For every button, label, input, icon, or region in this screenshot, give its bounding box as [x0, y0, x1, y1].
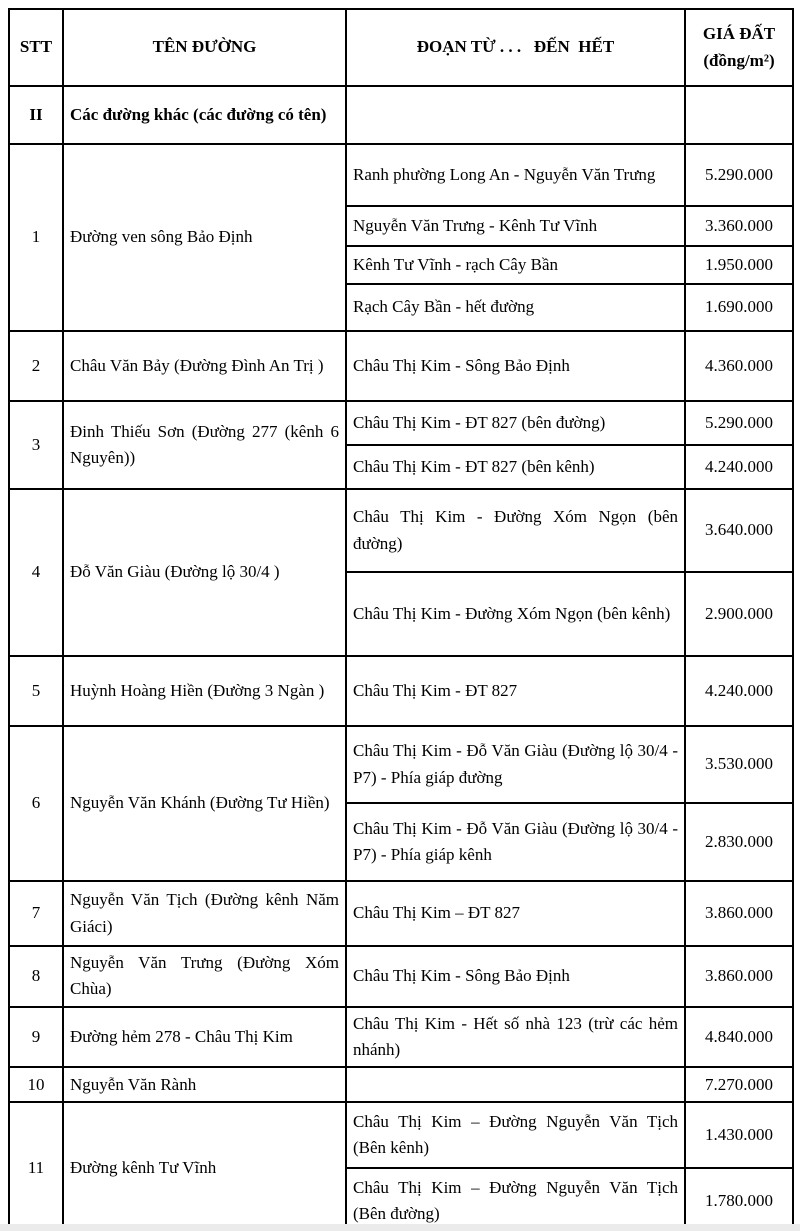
segment-cell: Kênh Tư Vĩnh - rạch Cây Bần	[346, 246, 685, 284]
stt-cell: 5	[9, 656, 63, 726]
header-gia-dat-line2: (đồng/m²)	[703, 50, 775, 70]
price-cell: 2.830.000	[685, 803, 793, 881]
price-cell: 1.430.000	[685, 1102, 793, 1168]
segment-cell: Rạch Cây Bần - hết đường	[346, 284, 685, 331]
price-cell-empty	[685, 86, 793, 144]
segment-cell: Châu Thị Kim - Hết số nhà 123 (trừ các hẻm nhánh)	[346, 1007, 685, 1068]
stt-cell: 10	[9, 1067, 63, 1102]
price-cell: 4.240.000	[685, 445, 793, 489]
stt-cell: 3	[9, 401, 63, 489]
table-row	[9, 656, 793, 726]
header-gia-dat	[685, 9, 793, 86]
price-cell: 3.360.000	[685, 206, 793, 246]
segment-cell: Châu Thị Kim - Sông Bảo Định	[346, 946, 685, 1007]
price-cell: 3.530.000	[685, 726, 793, 803]
street-name-cell: Nguyễn Văn Khánh (Đường Tư Hiền)	[63, 726, 346, 881]
price-cell: 3.640.000	[685, 489, 793, 572]
segment-cell: Châu Thị Kim - Đỗ Văn Giàu (Đường lộ 30/4 - P7) - Phía giáp kênh	[346, 803, 685, 881]
table-row	[9, 144, 793, 206]
price-cell: 1.780.000	[685, 1168, 793, 1231]
street-name-cell: Đinh Thiếu Sơn (Đường 277 (kênh 6 Nguyên))	[63, 401, 346, 489]
section-title-cell: Các đường khác (các đường có tên)	[63, 86, 346, 144]
price-cell: 5.290.000	[685, 144, 793, 206]
section-row	[9, 86, 793, 144]
street-name-cell: Nguyễn Văn Trưng (Đường Xóm Chùa)	[63, 946, 346, 1007]
price-cell: 3.860.000	[685, 946, 793, 1007]
price-cell: 1.950.000	[685, 246, 793, 284]
stt-cell: 6	[9, 726, 63, 881]
street-name-cell: Đường ven sông Bảo Định	[63, 144, 346, 331]
segment-cell: Châu Thị Kim - Đường Xóm Ngọn (bên đường)	[346, 489, 685, 572]
table-row	[9, 1067, 793, 1102]
header-gia-dat-line1: GIÁ ĐẤT	[702, 24, 776, 44]
stt-cell: 7	[9, 881, 63, 946]
segment-cell-empty	[346, 86, 685, 144]
header-ten-duong: TÊN ĐƯỜNG	[63, 9, 346, 86]
price-cell: 4.240.000	[685, 656, 793, 726]
segment-cell: Châu Thị Kim – Đường Nguyễn Văn Tịch (Bên đường)	[346, 1168, 685, 1231]
stt-cell: 1	[9, 144, 63, 331]
segment-cell: Châu Thị Kim - Đường Xóm Ngọn (bên kênh)	[346, 572, 685, 656]
segment-cell: Châu Thị Kim - Sông Bảo Định	[346, 331, 685, 401]
price-cell: 1.690.000	[685, 284, 793, 331]
street-name-cell: Châu Văn Bảy (Đường Đình An Trị )	[63, 331, 346, 401]
segment-cell-empty	[346, 1067, 685, 1102]
street-name-cell: Huỳnh Hoàng Hiền (Đường 3 Ngàn )	[63, 656, 346, 726]
stt-cell: 4	[9, 489, 63, 656]
stt-cell: 9	[9, 1007, 63, 1068]
table-row	[9, 881, 793, 946]
table-row	[9, 489, 793, 572]
segment-cell: Châu Thị Kim – ĐT 827	[346, 881, 685, 946]
stt-cell: 8	[9, 946, 63, 1007]
price-cell: 4.360.000	[685, 331, 793, 401]
stt-cell: 11	[9, 1102, 63, 1231]
price-cell: 2.900.000	[685, 572, 793, 656]
street-name-cell: Nguyễn Văn Tịch (Đường kênh Năm Giáci)	[63, 881, 346, 946]
street-name-cell: Đỗ Văn Giàu (Đường lộ 30/4 )	[63, 489, 346, 656]
segment-cell: Châu Thị Kim - ĐT 827 (bên đường)	[346, 401, 685, 445]
table-row	[9, 1007, 793, 1068]
table-header-row	[9, 9, 793, 86]
header-stt: STT	[9, 9, 63, 86]
segment-cell: Châu Thị Kim - ĐT 827 (bên kênh)	[346, 445, 685, 489]
page-bottom-strip	[0, 1224, 800, 1231]
price-cell: 4.840.000	[685, 1007, 793, 1068]
segment-cell: Ranh phường Long An - Nguyễn Văn Trưng	[346, 144, 685, 206]
street-name-cell: Nguyễn Văn Rành	[63, 1067, 346, 1102]
table-row	[9, 331, 793, 401]
segment-cell: Châu Thị Kim - Đỗ Văn Giàu (Đường lộ 30/4 - P7) - Phía giáp đường	[346, 726, 685, 803]
segment-cell: Châu Thị Kim - ĐT 827	[346, 656, 685, 726]
price-cell: 7.270.000	[685, 1067, 793, 1102]
segment-cell: Nguyễn Văn Trưng - Kênh Tư Vĩnh	[346, 206, 685, 246]
street-name-cell: Đường hẻm 278 - Châu Thị Kim	[63, 1007, 346, 1068]
table-row	[9, 1102, 793, 1168]
price-cell: 5.290.000	[685, 401, 793, 445]
land-price-table	[8, 8, 794, 1231]
stt-cell: II	[9, 86, 63, 144]
segment-cell: Châu Thị Kim – Đường Nguyễn Văn Tịch (Bên kênh)	[346, 1102, 685, 1168]
header-doan-tu-den-het: ĐOẠN TỪ . . . ĐẾN HẾT	[346, 9, 685, 86]
table-row	[9, 401, 793, 445]
table-row	[9, 726, 793, 803]
stt-cell: 2	[9, 331, 63, 401]
table-row	[9, 946, 793, 1007]
street-name-cell: Đường kênh Tư Vĩnh	[63, 1102, 346, 1231]
price-cell: 3.860.000	[685, 881, 793, 946]
